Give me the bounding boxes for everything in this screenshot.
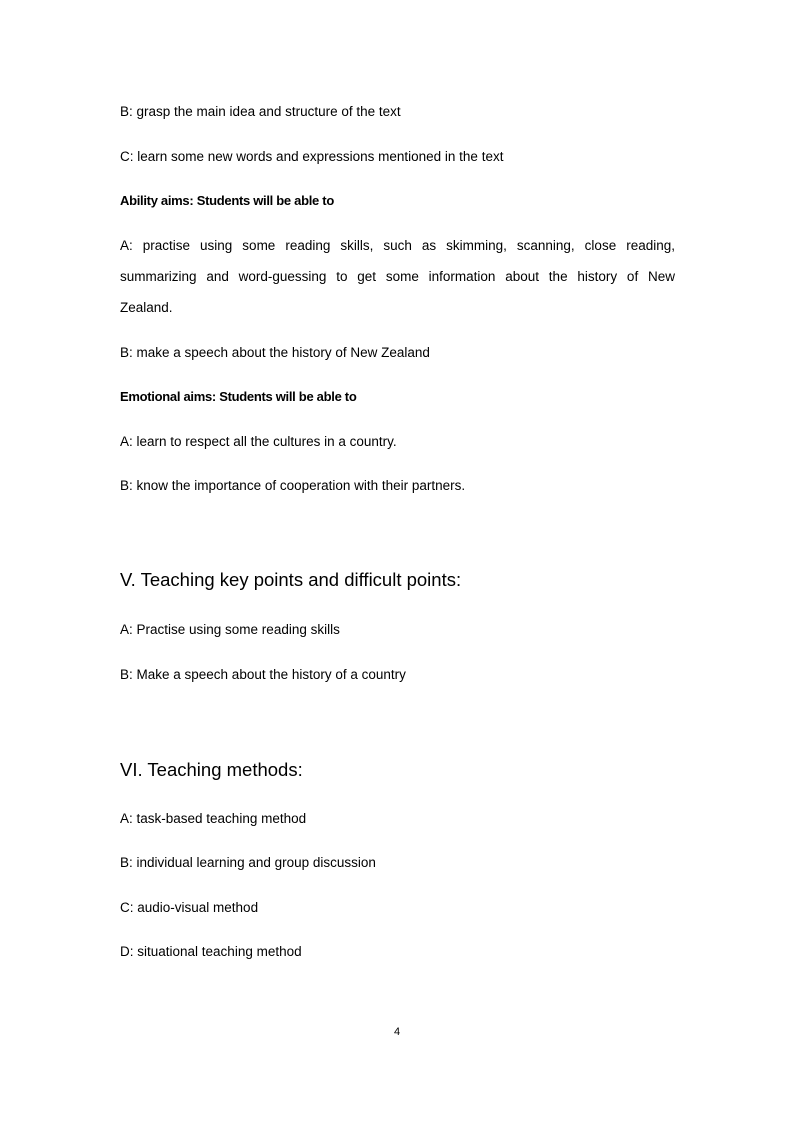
key-point-b: B: Make a speech about the history of a country [120, 667, 406, 682]
emotional-aim-b: B: know the importance of cooperation with their partners. [120, 478, 466, 493]
method-c: C: audio-visual method [120, 900, 259, 915]
ability-aim-a-line-2: summarizing and word-guessing to get some information about the history of New [120, 269, 675, 284]
key-point-a: A: Practise using some reading skills [120, 622, 340, 637]
method-d: D: situational teaching method [120, 944, 302, 959]
ability-aims-heading: Ability aims: Students will be able to [120, 193, 334, 208]
ability-aim-a-line-1: A: practise using some reading skills, such as skimming, scanning, close reading, [120, 238, 675, 253]
section-vi-heading: VI. Teaching methods: [120, 759, 303, 780]
emotional-aim-a: A: learn to respect all the cultures in a country. [120, 434, 397, 449]
knowledge-aim-b: B: grasp the main idea and structure of the text [120, 104, 401, 119]
ability-aim-b: B: make a speech about the history of New Zealand [120, 345, 430, 360]
ability-aim-a-line-3: Zealand. [120, 300, 173, 315]
section-v-heading: V. Teaching key points and difficult points: [120, 569, 462, 590]
method-a: A: task-based teaching method [120, 811, 307, 826]
page-number: 4 [393, 1026, 401, 1038]
method-b: B: individual learning and group discussion [120, 855, 376, 870]
emotional-aims-heading: Emotional aims: Students will be able to [120, 389, 357, 404]
knowledge-aim-c: C: learn some new words and expressions mentioned in the text [120, 149, 504, 164]
